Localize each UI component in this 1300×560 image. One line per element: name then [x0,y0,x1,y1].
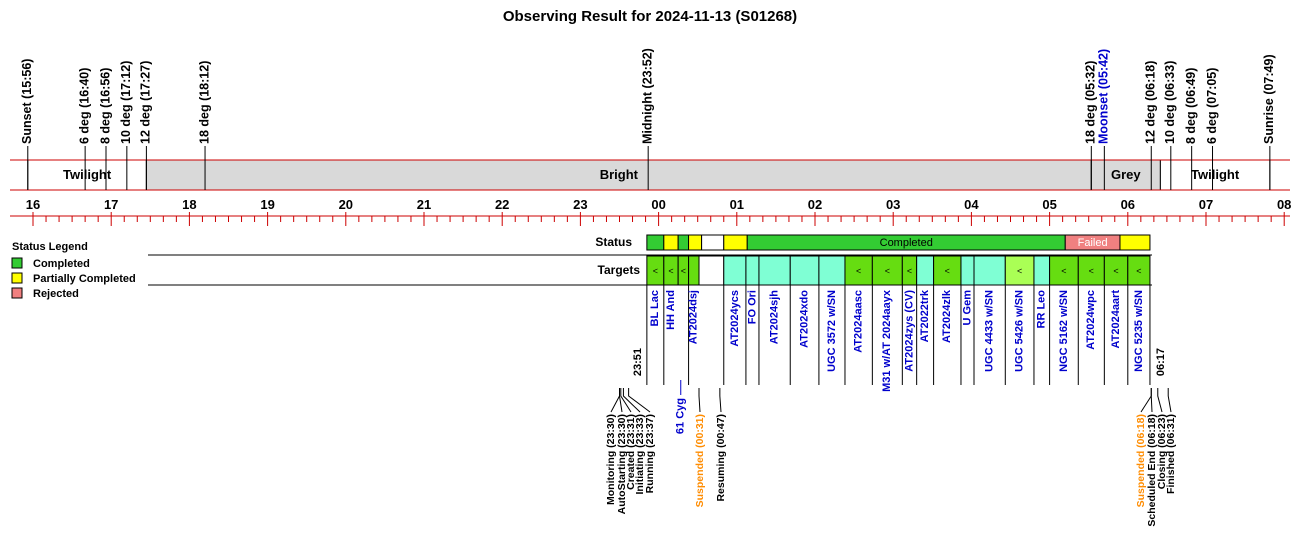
status-row-label: Status [595,235,632,249]
state-event-label: Finished (06:31) [1164,414,1177,494]
state-event-leader [1158,388,1162,412]
status-segment [689,235,702,250]
axis-tick-label: 00 [651,197,666,212]
sky-event-label: 8 deg (16:56) [98,67,113,144]
sky-event-label: 10 deg (06:33) [1163,60,1178,144]
target-mark: < [944,266,950,276]
state-event-leader [720,388,721,412]
sky-event-label: 18 deg (18:12) [197,60,212,144]
sky-event-label: 6 deg (16:40) [77,67,92,144]
legend-label: Completed [33,258,90,270]
time-marker-label: 06:17 [1154,348,1167,377]
legend-label: Rejected [33,288,79,300]
status-segment [664,235,678,250]
target-name: NGC 5162 w/SN [1057,290,1070,372]
sky-event-label: 8 deg (06:49) [1183,67,1198,144]
axis-tick-label: 18 [182,197,197,212]
legend-swatch [12,258,22,268]
time-axis [10,197,1291,226]
sky-event-label: Midnight (23:52) [640,48,655,144]
axis-tick-label: 01 [729,197,745,212]
target-name: RR Leo [1035,290,1048,329]
target-name: HH And [664,290,677,330]
target-block [790,256,819,285]
targets-row [148,255,1152,285]
target-mark: < [1016,266,1023,276]
status-segment [702,235,724,250]
sky-period-label: Grey [1111,167,1141,182]
extra-target-name: 61 Cyg [674,398,687,435]
status-segment [724,235,747,250]
status-segment-label: Failed [1077,237,1108,249]
time-marker-label: 23:51 [631,348,644,377]
axis-tick-label: 22 [494,197,510,212]
state-event-label: AutoStarting (23:30) [615,414,628,515]
state-event-leader [621,388,631,412]
sky-event-label: 18 deg (05:32) [1083,60,1098,144]
axis-tick-label: 07 [1198,197,1214,212]
state-event-label: Closing (06:23) [1155,414,1168,490]
status-legend [12,241,136,300]
target-name: AT2024aasc [852,290,865,353]
axis-tick-label: 03 [885,197,901,212]
target-name: BL Lac [649,290,662,327]
target-block [974,256,1005,285]
target-mark: < [884,266,890,276]
sky-period-label: Bright [599,167,638,182]
state-event-leader [629,388,650,412]
target-name: U Gem [961,290,974,326]
target-mark: < [1136,266,1142,276]
target-name: AT2022trk [919,290,932,343]
axis-tick-label: 23 [573,197,588,212]
sky-event-label: Sunset (15:56) [20,58,35,144]
target-block [699,256,724,285]
sky-event-label: Sunrise (07:49) [1262,54,1277,144]
target-name: FO Ori [746,290,759,325]
sky-event-label: 12 deg (17:27) [138,60,153,144]
target-mark: < [652,266,658,276]
target-block [1034,256,1050,285]
axis-tick-label: 17 [103,197,119,212]
target-block [819,256,845,285]
target-labels [632,285,1167,434]
state-event-label: Initiating (23:33) [633,414,646,495]
target-name: AT2024wpc [1085,290,1098,350]
state-event-leader [1151,388,1152,412]
status-segment-label: Completed [879,237,933,249]
axis-tick-label: 02 [807,197,823,212]
state-event-markers [605,388,1177,527]
target-name: NGC 5235 w/SN [1132,290,1145,372]
target-name: AT2024xdo [798,290,811,348]
state-event-label: Suspended (06:18) [1134,414,1147,508]
target-name: AT2024zlk [941,290,954,343]
sky-event-label: 12 deg (06:18) [1143,60,1158,144]
state-event-label: Resuming (00:47) [714,414,727,502]
state-event-leader [611,388,620,412]
target-mark: < [680,266,686,276]
legend-label: Partially Completed [33,273,136,285]
state-event-label: Suspended (00:31) [693,414,706,508]
status-row [595,235,1150,250]
state-event-leader [1141,388,1151,412]
state-event-leader [1168,388,1171,412]
state-event-label: Monitoring (23:30) [604,414,617,505]
target-mark: < [668,266,674,276]
state-event-leader [699,388,700,412]
sky-period-label: Twilight [63,167,112,182]
sky-event-label: 10 deg (17:12) [119,60,134,144]
axis-tick-label: 19 [260,197,275,212]
state-event-leader [623,388,640,412]
sky-period-label: Twilight [1191,167,1240,182]
state-event-label: Created (23:31) [624,414,637,490]
target-block [961,256,974,285]
target-name: M31 w/AT 2024aayx [881,290,894,392]
axis-tick-label: 06 [1120,197,1136,212]
target-mark: < [1088,266,1094,276]
chart-title: Observing Result for 2024-11-13 (S01268) [502,8,798,25]
target-block [759,256,790,285]
target-mark: < [1113,266,1119,276]
status-segment [647,235,664,250]
target-block [917,256,934,285]
status-segment [678,235,688,250]
target-name: AT2024zys (CV) [903,290,916,372]
target-name: AT2024ycs [728,290,741,347]
state-event-label: Running (23:37) [643,414,656,494]
sky-event-label: 6 deg (07:05) [1204,67,1219,144]
target-mark: < [906,266,913,276]
target-name: UGC 3572 w/SN [825,290,838,372]
target-name: UGC 4433 w/SN [983,290,996,372]
sky-event-label: Moonset (05:42) [1096,48,1111,144]
status-segment [1120,235,1150,250]
axis-tick-label: 16 [25,197,41,212]
sky-periods-band [10,160,1290,190]
axis-tick-label: 05 [1042,197,1057,212]
targets-row-label: Targets [597,263,640,277]
target-block [724,256,746,285]
target-mark: < [856,266,862,276]
target-mark: < [1061,266,1067,276]
legend-swatch [12,273,22,283]
target-name: UGC 5426 w/SN [1013,290,1026,372]
target-name: AT2024dsj [687,290,700,345]
axis-tick-label: 04 [964,197,979,212]
state-event-label: Scheduled End (06:18) [1145,414,1158,527]
axis-tick-label: 20 [338,197,354,212]
target-name: AT2024aart [1109,290,1122,349]
axis-tick-label: 08 [1276,197,1292,212]
legend-swatch [12,288,22,298]
target-block [746,256,759,285]
legend-title: Status Legend [12,241,88,253]
target-block [689,256,699,285]
target-name: AT2024sjh [768,290,781,345]
axis-tick-label: 21 [416,197,432,212]
